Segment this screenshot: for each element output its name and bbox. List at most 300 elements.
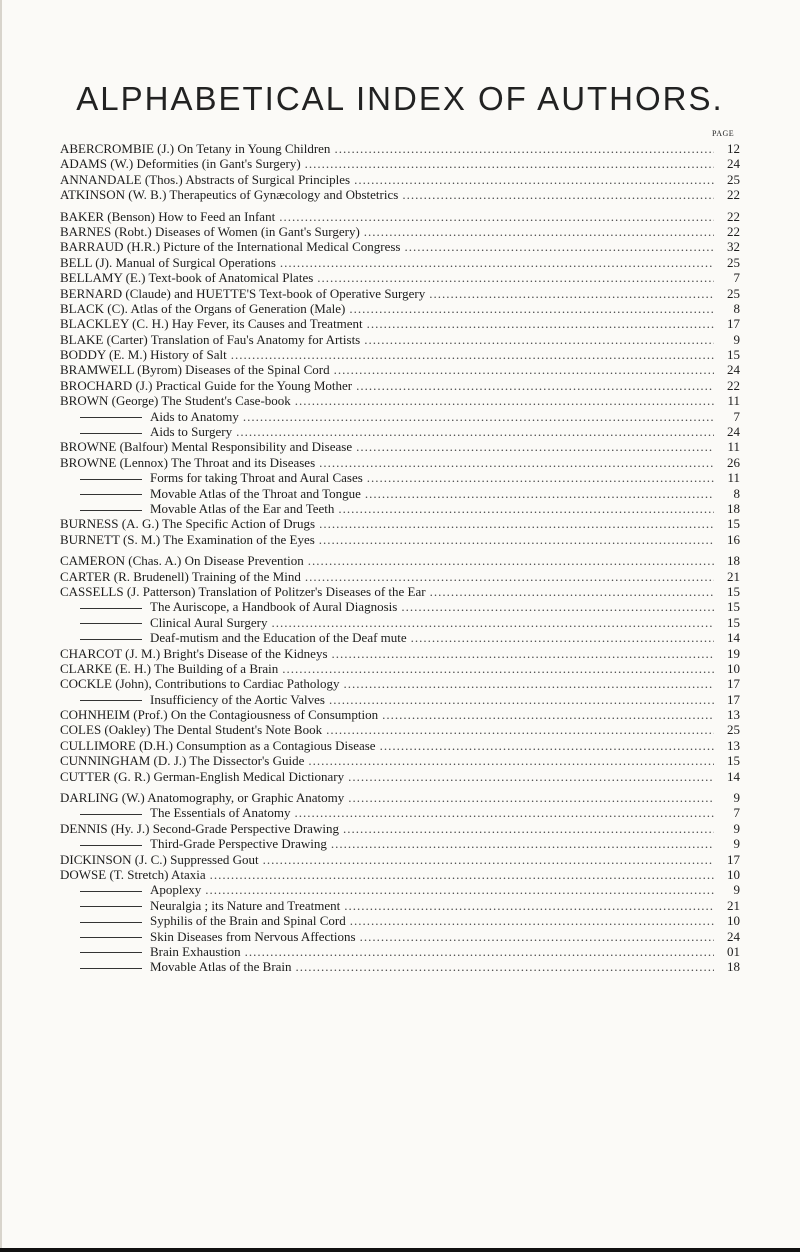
index-entry [60,424,740,439]
index-entry [60,569,740,584]
dot-leader [364,224,714,239]
index-entry [60,913,740,928]
index-entry [60,156,740,171]
index-entry [60,209,740,224]
entry-title: German-English Medical Dictionary [153,768,345,784]
entry-page-number: 15 [727,516,740,532]
entry-page-number: 11 [727,439,740,455]
entry-title: Apoplexy [150,882,202,898]
entry-page-number: 9 [733,790,740,806]
entry-title: Bright's Disease of the Kidneys [163,645,328,661]
entry-title: Neuralgia ; its Nature and Treatment [150,897,341,913]
entry-page-number: 21 [727,568,740,584]
dot-leader [356,378,714,393]
entry-page-number: 13 [727,737,740,753]
entry-title: Third-Grade Perspective Drawing [150,836,327,852]
entry-author: COHNHEIM (Prof.) [60,707,168,723]
entry-author: BLACK (C). [60,300,128,316]
entry-author: BROWNE (Balfour) [60,439,168,455]
entry-page-number: 21 [727,897,740,913]
entry-text [60,439,352,454]
dot-leader [402,187,714,202]
index-group [60,141,740,203]
dot-leader [282,661,714,676]
entry-page-number: 14 [727,630,740,646]
entry-author: BAKER (Benson) [60,208,155,224]
entry-page-number: 12 [727,141,740,156]
entry-title: Hay Fever, its Causes and Treatment [171,316,363,332]
entry-page-number: 25 [727,254,740,270]
entry-author: ABERCROMBIE (J.) [60,141,175,156]
entry-title: How to Feed an Infant [158,208,276,224]
dot-leader [404,239,714,254]
entry-title: Translation of Fau's Anatomy for Artists [150,331,361,347]
entry-title: Picture of the International Medical Congress [163,239,401,255]
entry-title: Ataxia [170,866,206,882]
entry-title: The Student's Case-book [161,393,291,409]
index-entry [60,852,740,867]
entry-text [60,707,378,722]
entry-author: ANNANDALE (Thos.) [60,171,183,187]
entry-title: Movable Atlas of the Brain [150,959,292,975]
entry-author: BLAKE (Carter) [60,331,148,347]
entry-author: CUTTER (G. R.) [60,768,151,784]
entry-author: BLACKLEY (C. H.) [60,316,169,332]
index-entry [60,439,740,454]
dot-leader [349,301,714,316]
dot-leader [332,646,714,661]
entry-title: Manual of Surgical Operations [115,254,276,270]
entry-title: Contributions to Cardiac Pathology [154,676,340,692]
entry-page-number: 11 [727,470,740,486]
entry-author: BELL (J). [60,254,113,270]
entry-author: BERNARD (Claude) and HUETTE'S [60,285,257,301]
dot-leader [271,615,714,630]
dot-leader [280,255,714,270]
entry-title: The Building of a Brain [154,660,279,676]
entry-page-number: 01 [727,943,740,959]
entry-page-number: 19 [727,645,740,661]
entry-text [60,553,304,568]
entry-text [60,676,339,691]
entry-text [60,692,325,707]
entry-page-number: 26 [727,454,740,470]
entry-author: BELLAMY (E.) [60,270,146,286]
index-entry [60,769,740,784]
dot-leader [348,769,714,784]
entry-text [60,486,361,501]
index-entry [60,959,740,974]
index-entry [60,692,740,707]
entry-text [60,393,291,408]
entry-page-number: 8 [733,485,740,501]
dot-leader [430,584,714,599]
entry-text [60,959,292,974]
entry-text [60,209,275,224]
entry-text [60,805,290,820]
entry-text [60,821,339,836]
entry-page-number: 32 [727,239,740,255]
page-edge [0,0,2,1252]
index-entry [60,630,740,645]
dot-leader [205,882,714,897]
index-entry [60,347,740,362]
entry-page-number: 17 [727,676,740,692]
index-entry [60,553,740,568]
dot-leader [343,821,714,836]
entry-text [60,753,304,768]
index-entry [60,362,740,377]
index-group [60,553,740,784]
index-entry [60,599,740,614]
entry-text [60,286,425,301]
entry-page-number: 17 [727,316,740,332]
dot-leader [319,516,714,531]
entry-page-number: 11 [727,393,740,409]
entry-text [60,630,407,645]
index-entry [60,722,740,737]
entry-title: Forms for taking Throat and Aural Cases [150,470,363,486]
entry-title: On Tetany in Young Children [177,141,331,156]
entry-text [60,836,327,851]
index-entry [60,516,740,531]
entry-text [60,532,315,547]
entry-author: BROCHARD (J.) [60,377,153,393]
entry-page-number: 8 [733,300,740,316]
entry-page-number: 15 [727,753,740,769]
entry-title: Movable Atlas of the Throat and Tongue [150,485,361,501]
author-index [60,141,740,981]
dot-leader [338,501,714,516]
entry-title: Skin Diseases from Nervous Affections [150,928,356,944]
entry-title: The Examination of the Eyes [163,531,315,547]
page-title: ALPHABETICAL INDEX OF AUTHORS. [76,80,724,118]
dot-leader [382,707,714,722]
index-entry [60,316,740,331]
dot-leader [365,486,714,501]
entry-text [60,347,227,362]
entry-author: BODDY (E. M.) [60,347,147,363]
entry-author: BURNETT (S. M.) [60,531,161,547]
entry-author: CASSELLS (J. Patterson) [60,583,196,599]
entry-author: CARTER (R. Brudenell) [60,568,189,584]
dot-leader [319,455,714,470]
entry-title: Consumption as a Contagious Disease [176,737,376,753]
index-entry [60,821,740,836]
entry-author: CLARKE (E. H.) [60,660,151,676]
entry-page-number: 15 [727,347,740,363]
entry-author: DOWSE (T. Stretch) [60,866,169,882]
bottom-rule [0,1248,800,1252]
index-entry [60,393,740,408]
entry-page-number: 15 [727,614,740,630]
index-entry [60,255,740,270]
entry-author: COLES (Oakley) [60,722,151,738]
dot-leader [210,867,714,882]
entry-title: Therapeutics of Gynæcology and Obstetrics [169,187,399,203]
entry-text [60,270,313,285]
entry-text [60,316,363,331]
index-entry [60,486,740,501]
index-entry [60,286,740,301]
entry-author: COCKLE (John), [60,676,152,692]
entry-title: The Specific Action of Drugs [161,516,316,532]
index-entry [60,738,740,753]
dot-leader [279,209,714,224]
index-entry [60,790,740,805]
index-entry [60,239,740,254]
entry-page-number: 16 [727,531,740,547]
entry-page-number: 14 [727,768,740,784]
index-entry [60,501,740,516]
entry-title: Practical Guide for the Young Mother [155,377,353,393]
entry-title: History of Salt [150,347,227,363]
entry-title: Movable Atlas of the Ear and Teeth [150,500,335,516]
entry-page-number: 10 [727,660,740,676]
entry-title: Aids to Surgery [150,424,233,440]
entry-text [60,569,301,584]
dot-leader [343,676,714,691]
entry-title: Suppressed Gout [170,851,259,867]
entry-text [60,769,344,784]
entry-title: Translation of Politzer's Diseases of the Ear [198,583,426,599]
entry-page-number: 22 [727,223,740,239]
index-entry [60,805,740,820]
dot-leader [243,409,714,424]
entry-title: The Auriscope, a Handbook of Aural Diagnosis [150,599,398,615]
entry-text [60,301,345,316]
dot-leader [305,156,714,171]
entry-text [60,156,301,171]
entry-text [60,599,397,614]
entry-text [60,661,278,676]
entry-title: Clinical Aural Surgery [150,614,268,630]
entry-author: CULLIMORE (D.H.) [60,737,174,753]
index-entry [60,661,740,676]
index-entry [60,378,740,393]
index-entry [60,455,740,470]
entry-text [60,646,328,661]
dot-leader [294,805,714,820]
entry-text [60,255,276,270]
index-entry [60,646,740,661]
dot-leader [334,141,714,156]
entry-page-number: 17 [727,851,740,867]
entry-page-number: 24 [727,928,740,944]
entry-text [60,224,360,239]
entry-page-number: 22 [727,377,740,393]
entry-text [60,516,315,531]
index-entry [60,409,740,424]
entry-author: BARNES (Robt.) [60,223,152,239]
dot-leader [317,270,714,285]
entry-title: Diseases of Women (in Gant's Surgery) [154,223,360,239]
entry-page-number: 13 [727,707,740,723]
entry-author: ATKINSON (W. B.) [60,187,167,203]
dot-leader [360,929,714,944]
entry-title: The Throat and its Diseases [170,454,316,470]
entry-page-number: 25 [727,285,740,301]
entry-author: BRAMWELL (Byrom) [60,362,182,378]
dot-leader [380,738,714,753]
index-group [60,790,740,975]
entry-title: Anatomography, or Graphic Anatomy [147,790,345,806]
entry-text [60,409,239,424]
dot-leader [356,439,714,454]
index-entry [60,270,740,285]
entry-title: Text-book of Operative Surgery [259,285,426,301]
entry-page-number: 18 [727,959,740,975]
entry-title: Second-Grade Perspective Drawing [152,820,339,836]
dot-leader [319,532,714,547]
entry-title: Atlas of the Organs of Generation (Male) [130,300,346,316]
entry-author: BROWN (George) [60,393,159,409]
entry-author: CHARCOT (J. M.) [60,645,161,661]
dot-leader [350,913,714,928]
index-entry [60,944,740,959]
entry-page-number: 7 [733,805,740,821]
dot-leader [231,347,714,362]
entry-page-number: 25 [727,722,740,738]
dot-leader [308,553,714,568]
entry-page-number: 15 [727,583,740,599]
dot-leader [331,836,714,851]
dot-leader [354,172,714,187]
entry-text [60,141,330,156]
entry-page-number: 10 [727,913,740,929]
entry-title: On the Contagiousness of Consumption [170,707,379,723]
index-entry [60,584,740,599]
entry-text [60,378,352,393]
entry-title: Mental Responsibility and Disease [171,439,353,455]
entry-text [60,615,267,630]
entry-page-number: 9 [733,331,740,347]
dot-leader [367,470,714,485]
entry-title: Training of the Mind [191,568,301,584]
index-entry [60,224,740,239]
entry-text [60,501,334,516]
entry-text [60,362,330,377]
entry-author: BROWNE (Lennox) [60,454,168,470]
entry-page-number: 15 [727,599,740,615]
dot-leader [329,692,714,707]
entry-author: ADAMS (W.) [60,156,134,172]
entry-page-number: 18 [727,553,740,569]
dot-leader [334,362,714,377]
entry-text [60,898,340,913]
entry-text [60,852,259,867]
entry-page-number: 9 [733,882,740,898]
dot-leader [367,316,714,331]
entry-text [60,929,356,944]
entry-text [60,424,232,439]
entry-title: Abstracts of Surgical Principles [185,171,351,187]
entry-page-number: 10 [727,866,740,882]
index-entry [60,172,740,187]
index-entry [60,532,740,547]
index-entry [60,332,740,347]
index-entry [60,898,740,913]
entry-page-number: 22 [727,187,740,203]
entry-title: The Essentials of Anatomy [150,805,291,821]
entry-text [60,790,344,805]
dot-leader [305,569,714,584]
entry-page-number: 24 [727,156,740,172]
dot-leader [263,852,714,867]
entry-author: DARLING (W.) [60,790,145,806]
index-entry [60,882,740,897]
entry-title: The Dental Student's Note Book [153,722,323,738]
entry-text [60,944,241,959]
index-entry [60,470,740,485]
entry-text [60,470,363,485]
entry-title: Deformities (in Gant's Surgery) [136,156,301,172]
index-entry [60,141,740,156]
entry-text [60,584,426,599]
entry-page-number: 9 [733,836,740,852]
entry-text [60,187,398,202]
entry-author: CAMERON (Chas. A.) [60,553,182,569]
entry-page-number: 22 [727,208,740,224]
index-entry [60,707,740,722]
index-entry [60,301,740,316]
entry-author: DICKINSON (J. C.) [60,851,167,867]
entry-page-number: 24 [727,362,740,378]
entry-title: Text-book of Anatomical Plates [148,270,314,286]
entry-text [60,172,350,187]
dot-leader [245,944,714,959]
entry-page-number: 25 [727,171,740,187]
index-group [60,209,740,548]
entry-title: The Dissector's Guide [189,753,305,769]
entry-text [60,738,376,753]
entry-author: CUNNINGHAM (D. J.) [60,753,187,769]
entry-author: BURNESS (A. G.) [60,516,159,532]
page-column-label: PAGE [712,129,735,138]
dot-leader [364,332,714,347]
entry-title: Brain Exhaustion [150,943,241,959]
entry-text [60,882,201,897]
entry-text [60,722,322,737]
entry-page-number: 24 [727,424,740,440]
entry-title: Insufficiency of the Aortic Valves [150,691,325,707]
entry-title: Deaf-mutism and the Education of the Deaf mute [150,630,407,646]
index-entry [60,867,740,882]
index-entry [60,187,740,202]
entry-page-number: 7 [733,270,740,286]
entry-title: Diseases of the Spinal Cord [185,362,330,378]
dot-leader [429,286,714,301]
entry-author: BARRAUD (H.R.) [60,239,161,255]
index-entry [60,676,740,691]
entry-page-number: 7 [733,408,740,424]
entry-text [60,332,360,347]
entry-author: DENNIS (Hy. J.) [60,820,150,836]
index-entry [60,929,740,944]
entry-page-number: 17 [727,691,740,707]
index-entry [60,753,740,768]
entry-text [60,455,315,470]
entry-title: Syphilis of the Brain and Spinal Cord [150,913,346,929]
entry-title: Aids to Anatomy [150,408,239,424]
entry-page-number: 9 [733,820,740,836]
dot-leader [308,753,714,768]
dot-leader [236,424,714,439]
index-entry [60,836,740,851]
entry-text [60,239,400,254]
dot-leader [295,393,714,408]
entry-text [60,867,206,882]
